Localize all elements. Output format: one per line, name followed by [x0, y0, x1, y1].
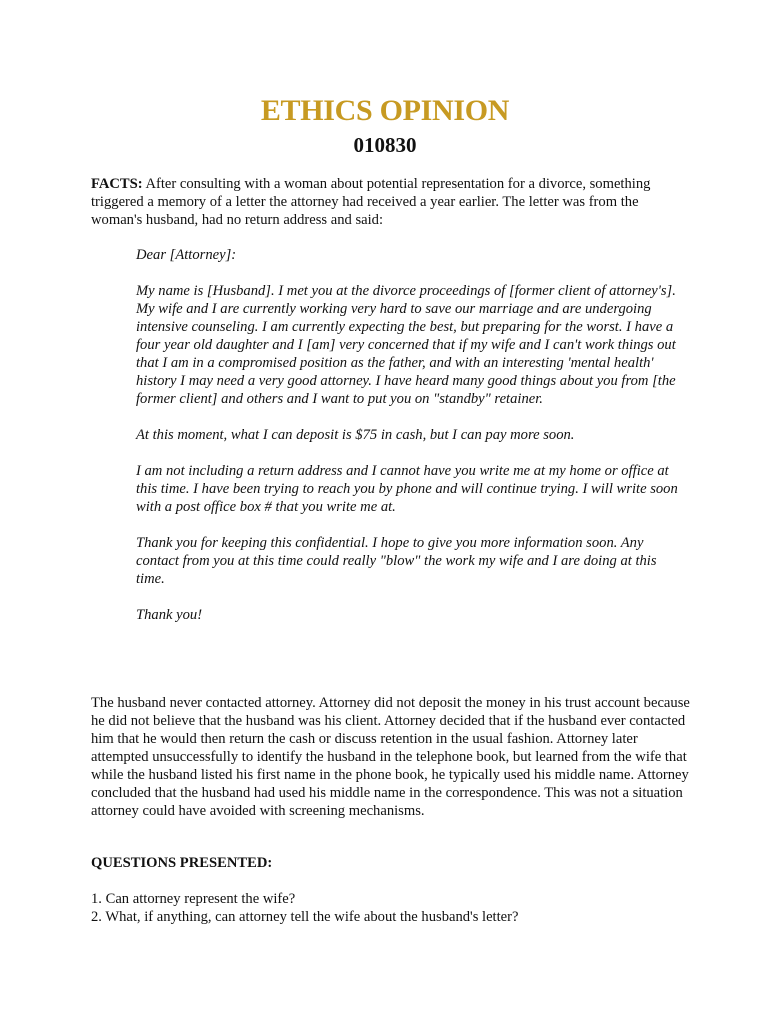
opinion-number: 010830: [353, 133, 417, 157]
questions-heading: QUESTIONS PRESENTED:: [91, 855, 273, 871]
letter-closing: Thank you!: [136, 607, 203, 623]
facts-label: FACTS:: [91, 176, 143, 192]
quoted-letter: [136, 246, 684, 642]
letter-paragraph-4: Thank you for keeping this confidential. I hope to give you more information soon. Any contact from you at this time could really "blow" the work my wife and I are doing at this time.: [136, 535, 657, 587]
questions-list: [91, 890, 691, 926]
after-letter-paragraph: The husband never contacted attorney. Attorney did not deposit the money in his trust account because he did not believe that the husband was his client. Attorney decided that if the husband ever contacted him that he would then return the cash or discuss retention in the usual fashion. Attorney later attempted unsuccessfully to identify the husband in the telephone book, but learned from the wife that while the husband listed his first name in the phone book, he typically used his middle name. Attorney concluded that the husband had used his middle name in the correspondence. This was not a situation attorney could have avoided with screening mechanisms.: [91, 695, 690, 819]
letter-salutation: Dear [Attorney]:: [136, 247, 237, 263]
letter-paragraph-2: At this moment, what I can deposit is $75 in cash, but I can pay more soon.: [136, 427, 575, 443]
question-item: 1. Can attorney represent the wife?: [91, 891, 296, 907]
page-title: ETHICS OPINION: [260, 94, 510, 127]
question-item: 2. What, if anything, can attorney tell the wife about the husband's letter?: [91, 909, 519, 925]
facts-text: After consulting with a woman about potential representation for a divorce, something triggered a memory of a letter the attorney had received a year earlier. The letter was from the woman's husband, had no return address and said:: [91, 176, 651, 228]
letter-paragraph-3: I am not including a return address and I cannot have you write me at my home or office at this time. I have been trying to reach you by phone and will continue trying. I will write soon with a post office box # that you write me at.: [136, 463, 678, 515]
facts-paragraph: [91, 175, 691, 229]
letter-paragraph-1: My name is [Husband]. I met you at the divorce proceedings of [former client of attorney's]. My wife and I are currently working very hard to save our marriage and are undergoing intensive counseling. I am currently expecting the best, but preparing for the worst. I have a four year old daughter and I [am] very concerned that if my wife and I can't work things out that I am in a compromised position as the father, and with an interesting 'mental health' history I may need a very good attorney. I have heard many good things about you from [the former client] and others and I want to put you on "standby" retainer.: [136, 283, 676, 407]
